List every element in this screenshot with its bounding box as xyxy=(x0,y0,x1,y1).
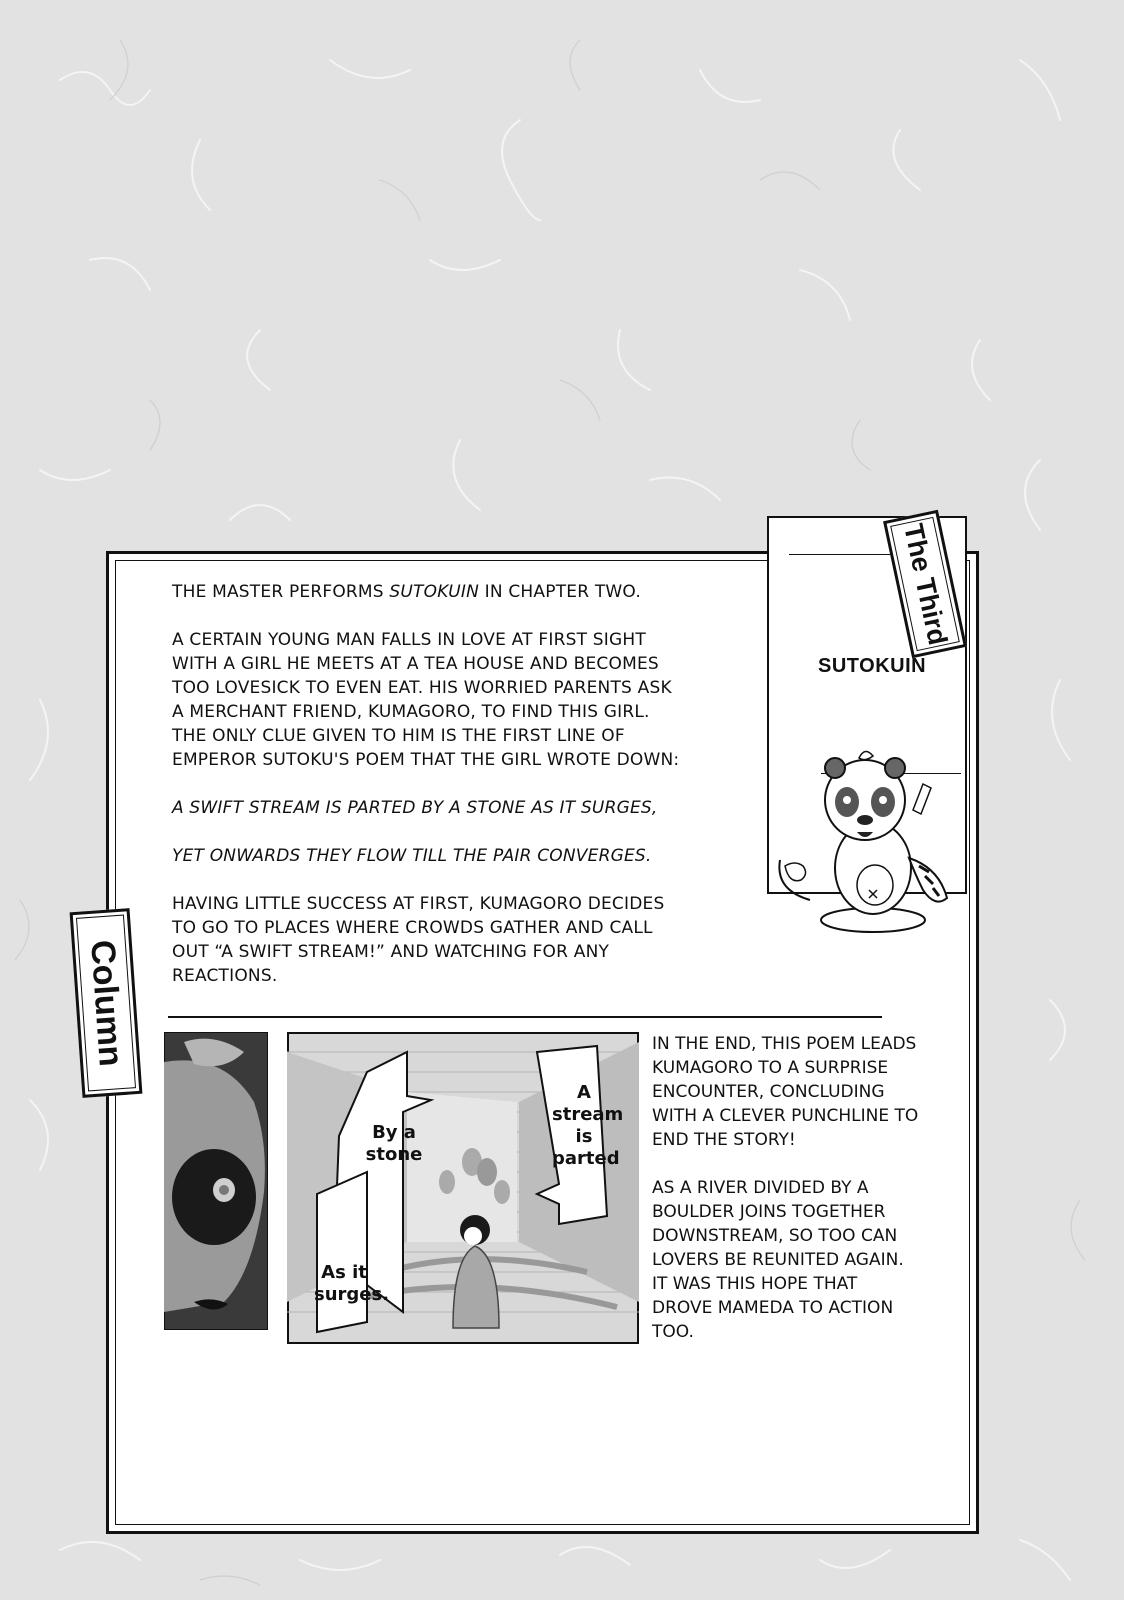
tanuki-mascot-illustration xyxy=(775,740,975,940)
speech-bubble-surges: As it surges. xyxy=(314,1262,390,1305)
ending-paragraph-1: IN THE END, THIS POEM LEADS KUMAGORO TO A SURPRISE ENCOUNTER, CONCLUDING WITH A CLEVER PUNCHLINE TO END THE STORY! xyxy=(652,1034,919,1150)
tanuki-closeup-panel xyxy=(164,1032,268,1330)
ending-paragraph-2: AS A RIVER DIVIDED BY A BOULDER JOINS TOGETHER DOWNSTREAM, SO TOO CAN LOVERS BE REUNITED AGAIN. IT WAS THIS HOPE THAT DROVE MAMEDA TO ACTION TOO. xyxy=(652,1178,904,1342)
ending-text xyxy=(652,1032,922,1368)
tag-the-third-label: The Third xyxy=(898,520,953,648)
poem-line-1: A SWIFT STREAM IS PARTED BY A STONE AS IT SURGES, xyxy=(172,798,658,818)
performance-title: SUTOKUIN xyxy=(389,582,480,602)
tag-column-label: Column xyxy=(83,938,130,1068)
intro-paragraph-2: A CERTAIN YOUNG MAN FALLS IN LOVE AT FIRST SIGHT WITH A GIRL HE MEETS AT A TEA HOUSE AND BECOMES TOO LOVESICK TO EVEN EAT. HIS WORRIED PARENTS ASK A MERCHANT FRIEND, KUMAGORO, TO FIND THIS GIRL. THE ONLY CLUE GIVEN TO HIM IS THE FIRST LINE OF EMPEROR SUTOKU'S POEM THAT THE GIRL WROTE DOWN: xyxy=(172,630,680,770)
poem-line-2: YET ONWARDS THEY FLOW TILL THE PAIR CONVERGES. xyxy=(172,846,652,866)
intro-paragraph-3: HAVING LITTLE SUCCESS AT FIRST, KUMAGORO DECIDES TO GO TO PLACES WHERE CROWDS GATHER AND CALL OUT “A SWIFT STREAM!” AND WATCHING FOR ANY REACTIONS. xyxy=(172,894,665,986)
tag-column xyxy=(70,908,143,1098)
intro-text xyxy=(172,580,682,1012)
speech-bubble-stone: By a stone xyxy=(365,1122,423,1165)
story-title: SUTOKUIN xyxy=(818,655,927,677)
intro-line-1: THE MASTER PERFORMS SUTOKUIN IN CHAPTER TWO. xyxy=(172,582,641,602)
section-divider xyxy=(168,1016,882,1018)
speech-bubble-stream: A stream is parted xyxy=(552,1082,624,1169)
